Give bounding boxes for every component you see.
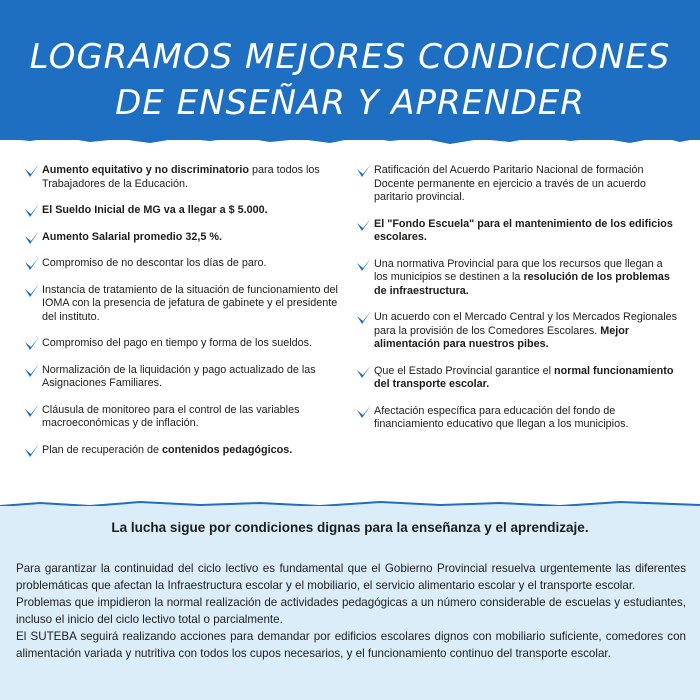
bottom-heading: La lucha sigue por condiciones dignas para la enseñanza y el aprendizaje. <box>111 520 589 535</box>
list-item-text: para todos los Trabajadores de la Educación. <box>42 164 320 190</box>
check-mark-icon <box>24 337 40 353</box>
list-item <box>356 311 678 352</box>
list-item-bold-text: contenidos pedagógicos. <box>162 443 293 456</box>
list-item <box>24 164 340 191</box>
check-mark-icon <box>24 364 40 380</box>
body-paragraph: Para garantizar la continuidad del ciclo lectivo es fundamental que el Gobierno Provincial resuelva urgentemente las diferentes problemáticas que afectan la Infraestructura escolar y el mobiliario, el servicio alimentario escolar y el transporte escolar. <box>16 562 686 592</box>
check-mark-icon <box>356 365 372 381</box>
bottom-body-text <box>16 560 686 662</box>
list-item-bold-text: Aumento equitativo y no discriminatorio <box>42 164 249 176</box>
check-mark-icon <box>24 284 40 300</box>
page-title <box>0 34 700 126</box>
list-item <box>24 257 340 271</box>
check-mark-icon <box>24 404 40 420</box>
check-mark-icon <box>356 164 372 180</box>
check-mark-icon <box>24 257 40 273</box>
list-item <box>356 164 678 205</box>
list-item-text: Compromiso del pago en tiempo y forma de los sueldos. <box>42 337 313 349</box>
list-item <box>24 364 340 391</box>
check-mark-icon <box>24 164 40 180</box>
list-item <box>24 337 340 351</box>
check-mark-icon <box>24 444 40 460</box>
header-brush-edge <box>0 128 700 152</box>
body-paragraph: El SUTEBA seguirá realizando acciones para demandar por edificios escolares dignos con mobiliario suficiente, comedores con alimentación variada y nutritiva con todos los cupos necesarios, y el funcionamiento continuo del transporte escolar. <box>16 630 686 660</box>
check-mark-icon <box>356 258 372 274</box>
list-item-text: Cláusula de monitoreo para el control de las variables macroeconómicas y de inflación. <box>42 403 300 429</box>
list-item-text: Ratificación del Acuerdo Paritario Nacional de formación Docente permanente en ejercicio a través de un acuerdo paritario provincial. <box>374 164 646 203</box>
title-line-1: LOGRAMOS MEJORES CONDICIONES <box>29 37 671 77</box>
achievements-list-right <box>356 164 678 445</box>
list-item-bold-text: El Sueldo Inicial de MG va a llegar a $ 5.000. <box>42 204 268 216</box>
list-item-bold-text: normal funcionamiento del transporte escolar. <box>374 364 674 390</box>
check-mark-icon <box>356 218 372 234</box>
list-item <box>356 258 678 299</box>
list-item <box>24 284 340 325</box>
list-item <box>356 405 678 432</box>
list-item-text: Compromiso de no descontar los días de paro. <box>42 257 267 269</box>
check-mark-icon <box>24 204 40 220</box>
list-item-text: Normalización de la liquidación y pago actualizado de las Asignaciones Familiares. <box>42 363 316 389</box>
check-mark-icon <box>356 311 372 327</box>
list-item-text: Plan de recuperación de <box>42 443 163 456</box>
list-item-bold-text: El "Fondo Escuela" para el mantenimiento de los edificios escolares. <box>374 217 673 243</box>
list-item <box>24 404 340 431</box>
list-item <box>24 444 340 458</box>
list-item-text: Una normativa Provincial para que los recursos que llegan a los municipios se destinen a la <box>374 257 663 283</box>
list-item-text: Un acuerdo con el Mercado Central y los Mercados Regionales para la provisión de los Comedores Escolares. <box>374 311 678 337</box>
list-item <box>24 204 340 218</box>
list-item <box>24 231 340 245</box>
check-mark-icon <box>24 231 40 247</box>
list-item <box>356 218 678 245</box>
title-line-2: DE ENSEÑAR Y APRENDER <box>115 83 585 123</box>
list-item-text: Afectación específica para educación del fondo de financiamiento educativo que llegan a los municipios. <box>374 404 629 430</box>
list-item-bold-text: Aumento Salarial promedio 32,5 %. <box>42 230 222 243</box>
list-item-text: Instancia de tratamiento de la situación de funcionamiento del IOMA con la presencia de jefatura de gabinete y el presidente del instituto. <box>42 283 338 323</box>
list-item <box>356 365 678 392</box>
body-paragraph: Problemas que impidieron la normal realización de actividades pedagógicas a un número considerable de escuelas y estudiantes, incluso el inicio del ciclo lectivo total o parcialmente. <box>16 596 686 626</box>
achievements-list-left <box>24 164 340 470</box>
list-item-bold-text: Mejor alimentación para nuestros pibes. <box>374 324 630 350</box>
list-item-text: Que el Estado Provincial garantice el <box>374 364 555 377</box>
check-mark-icon <box>356 405 372 421</box>
list-item-bold-text: resolución de los problemas de infraestructura. <box>374 271 670 297</box>
